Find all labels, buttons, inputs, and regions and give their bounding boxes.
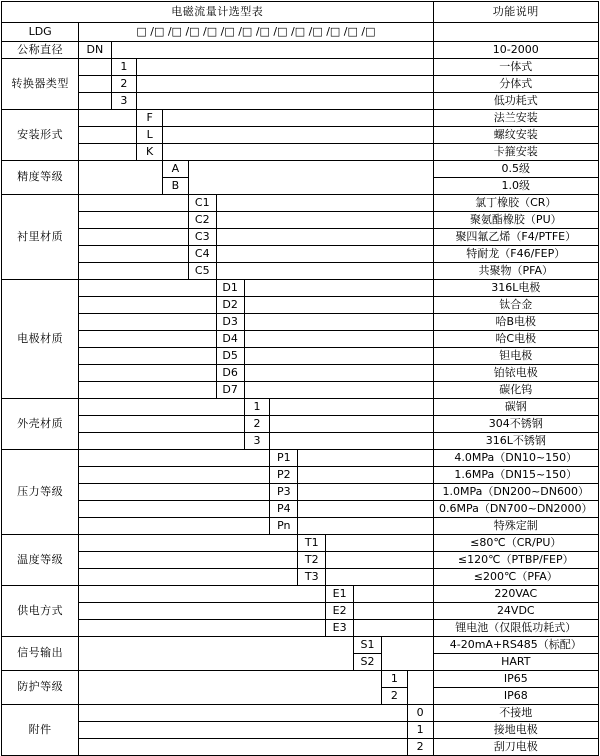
option-code[interactable]: 2 — [407, 739, 433, 756]
option-description: 220VAC — [433, 586, 598, 603]
option-description: IP65 — [433, 671, 598, 688]
category-label: 转换器类型 — [2, 59, 79, 110]
spacer-right — [216, 246, 433, 263]
spacer-left — [79, 314, 216, 331]
table-row — [2, 93, 599, 110]
table-row — [2, 229, 599, 246]
spacer-right — [244, 314, 433, 331]
option-description: 4.0MPa（DN10~150） — [433, 450, 598, 467]
option-code[interactable]: C3 — [188, 229, 216, 246]
spacer-right — [407, 688, 433, 705]
category-label: 附件 — [2, 705, 79, 756]
spacer-right — [137, 76, 433, 93]
spacer-left — [79, 518, 270, 535]
spacer-left — [79, 297, 216, 314]
spacer-right — [270, 433, 433, 450]
category-label: 温度等级 — [2, 535, 79, 586]
option-description: 304不锈钢 — [433, 416, 598, 433]
table-row — [2, 365, 599, 382]
option-description: 0.6MPa（DN700~DN2000） — [433, 501, 598, 518]
spacer-left — [79, 416, 244, 433]
spacer-right — [216, 263, 433, 280]
spacer-right — [407, 671, 433, 688]
model-code-row — [2, 23, 599, 42]
option-description: 螺纹安装 — [433, 127, 598, 144]
spacer-left — [79, 433, 244, 450]
option-description: ≤120℃（PTBP/FEP） — [433, 552, 598, 569]
table-row — [2, 484, 599, 501]
option-code[interactable]: P2 — [270, 467, 298, 484]
option-code[interactable]: 3 — [111, 93, 137, 110]
table-row — [2, 246, 599, 263]
option-code[interactable]: P3 — [270, 484, 298, 501]
option-description: 316L不锈钢 — [433, 433, 598, 450]
option-description: 哈B电极 — [433, 314, 598, 331]
category-label: 精度等级 — [2, 161, 79, 195]
table-row — [2, 263, 599, 280]
spacer-left — [79, 161, 163, 178]
selection-table-sheet — [0, 1, 600, 753]
model-desc-empty — [433, 23, 598, 42]
option-code[interactable]: C4 — [188, 246, 216, 263]
option-description: 哈C电极 — [433, 331, 598, 348]
table-row — [2, 722, 599, 739]
spacer-left — [79, 450, 270, 467]
option-code[interactable]: T3 — [298, 569, 326, 586]
spacer-right — [382, 637, 434, 654]
spacer-left — [79, 705, 407, 722]
spacer-left — [79, 654, 354, 671]
option-code[interactable]: T1 — [298, 535, 326, 552]
table-row — [2, 195, 599, 212]
option-code[interactable]: C1 — [188, 195, 216, 212]
selection-table-body — [2, 2, 599, 756]
spacer-right — [244, 382, 433, 399]
option-code[interactable]: 2 — [244, 416, 270, 433]
spacer-right — [298, 501, 433, 518]
option-description: 0.5级 — [433, 161, 598, 178]
table-row — [2, 416, 599, 433]
option-description: 不接地 — [433, 705, 598, 722]
spacer-left — [79, 552, 298, 569]
option-code[interactable]: 1 — [407, 722, 433, 739]
option-code[interactable]: P1 — [270, 450, 298, 467]
spacer-left — [79, 246, 189, 263]
option-code[interactable]: B — [163, 178, 189, 195]
option-description: 特耐龙（F46/FEP） — [433, 246, 598, 263]
option-code[interactable]: C2 — [188, 212, 216, 229]
spacer-left — [79, 144, 137, 161]
option-code[interactable]: C5 — [188, 263, 216, 280]
spacer-left — [79, 195, 189, 212]
code-box-placeholders: □ /□ /□ /□ /□ /□ /□ /□ /□ /□ /□ /□ /□ /□ — [79, 23, 433, 42]
table-row — [2, 144, 599, 161]
option-description: ≤200℃（PFA） — [433, 569, 598, 586]
option-description: 聚四氟乙烯（F4/PTFE） — [433, 229, 598, 246]
table-row — [2, 399, 599, 416]
title-row — [2, 2, 599, 23]
table-row — [2, 620, 599, 637]
option-code[interactable]: D5 — [216, 348, 244, 365]
option-description: 分体式 — [433, 76, 598, 93]
option-description: 4-20mA+RS485（标配） — [433, 637, 598, 654]
spacer-left — [79, 671, 382, 688]
table-row — [2, 297, 599, 314]
option-code[interactable]: F — [137, 110, 163, 127]
function-description-header: 功能说明 — [433, 2, 598, 23]
option-description: 一体式 — [433, 59, 598, 76]
spacer-right — [326, 569, 433, 586]
spacer-right — [298, 467, 433, 484]
table-row — [2, 76, 599, 93]
option-code[interactable]: E1 — [326, 586, 354, 603]
table-row — [2, 705, 599, 722]
spacer-right — [188, 178, 433, 195]
spacer-left — [79, 484, 270, 501]
spacer-left — [79, 382, 216, 399]
option-description: 锂电池（仅限低功耗式） — [433, 620, 598, 637]
spacer-left — [79, 467, 270, 484]
option-code[interactable]: DN — [79, 42, 111, 59]
table-row — [2, 161, 599, 178]
table-row — [2, 331, 599, 348]
option-description: 共聚物（PFA） — [433, 263, 598, 280]
spacer-right — [216, 229, 433, 246]
spacer-left — [79, 739, 407, 756]
option-code[interactable]: 1 — [111, 59, 137, 76]
option-description: HART — [433, 654, 598, 671]
table-row — [2, 603, 599, 620]
option-description: 法兰安装 — [433, 110, 598, 127]
spacer-right — [326, 552, 433, 569]
spacer-left — [79, 603, 326, 620]
option-description: 316L电极 — [433, 280, 598, 297]
spacer-left — [79, 178, 163, 195]
spacer-left — [79, 59, 111, 76]
table-row — [2, 535, 599, 552]
table-row — [2, 314, 599, 331]
table-row — [2, 433, 599, 450]
option-code[interactable]: E3 — [326, 620, 354, 637]
spacer-right — [216, 212, 433, 229]
category-label: 信号输出 — [2, 637, 79, 671]
table-row — [2, 127, 599, 144]
category-label: 电极材质 — [2, 280, 79, 399]
spacer-right — [298, 450, 433, 467]
option-code[interactable]: 0 — [407, 705, 433, 722]
spacer-right — [382, 654, 434, 671]
spacer-left — [79, 280, 216, 297]
table-row — [2, 42, 599, 59]
table-row — [2, 671, 599, 688]
spacer-left — [79, 76, 111, 93]
spacer-right — [163, 144, 434, 161]
spacer-left — [79, 263, 189, 280]
option-description: 钛合金 — [433, 297, 598, 314]
option-description: 钽电极 — [433, 348, 598, 365]
spacer-left — [79, 229, 189, 246]
table-row — [2, 467, 599, 484]
option-description: 10-2000 — [433, 42, 598, 59]
option-description: IP68 — [433, 688, 598, 705]
table-row — [2, 637, 599, 654]
spacer-right — [326, 535, 433, 552]
spacer-right — [270, 399, 433, 416]
spacer-right — [111, 42, 433, 59]
spacer-left — [79, 688, 382, 705]
option-code[interactable]: K — [137, 144, 163, 161]
spacer-left — [79, 586, 326, 603]
spacer-right — [137, 93, 433, 110]
table-row — [2, 382, 599, 399]
spacer-left — [79, 93, 111, 110]
table-row — [2, 518, 599, 535]
option-code[interactable]: D4 — [216, 331, 244, 348]
category-label: 压力等级 — [2, 450, 79, 535]
spacer-right — [216, 195, 433, 212]
option-description: 1.6MPa（DN15~150） — [433, 467, 598, 484]
spacer-right — [354, 586, 433, 603]
category-label: 供电方式 — [2, 586, 79, 637]
option-code[interactable]: L — [137, 127, 163, 144]
option-description: 1.0级 — [433, 178, 598, 195]
spacer-right — [354, 620, 433, 637]
option-code[interactable]: P4 — [270, 501, 298, 518]
option-code[interactable]: D2 — [216, 297, 244, 314]
spacer-right — [244, 348, 433, 365]
table-row — [2, 178, 599, 195]
spacer-left — [79, 110, 137, 127]
table-row — [2, 739, 599, 756]
spacer-right — [244, 331, 433, 348]
table-row — [2, 348, 599, 365]
option-description: 低功耗式 — [433, 93, 598, 110]
option-description: 24VDC — [433, 603, 598, 620]
option-code[interactable]: T2 — [298, 552, 326, 569]
option-code[interactable]: S2 — [354, 654, 382, 671]
table-row — [2, 280, 599, 297]
spacer-left — [79, 212, 189, 229]
spacer-left — [79, 399, 244, 416]
category-label: 外壳材质 — [2, 399, 79, 450]
table-row — [2, 59, 599, 76]
page-title: 电磁流量计选型表 — [2, 2, 434, 23]
option-code[interactable]: Pn — [270, 518, 298, 535]
spacer-right — [244, 297, 433, 314]
spacer-left — [79, 331, 216, 348]
option-description: 氯丁橡胶（CR） — [433, 195, 598, 212]
option-description: ≤80℃（CR/PU） — [433, 535, 598, 552]
spacer-left — [79, 569, 298, 586]
spacer-right — [137, 59, 433, 76]
table-row — [2, 586, 599, 603]
option-description: 特殊定制 — [433, 518, 598, 535]
category-label: 衬里材质 — [2, 195, 79, 280]
option-description: 碳钢 — [433, 399, 598, 416]
table-row — [2, 501, 599, 518]
selection-table — [1, 1, 599, 756]
spacer-right — [244, 280, 433, 297]
spacer-left — [79, 722, 407, 739]
spacer-right — [298, 518, 433, 535]
option-code[interactable]: D6 — [216, 365, 244, 382]
spacer-right — [163, 127, 434, 144]
spacer-left — [79, 365, 216, 382]
spacer-left — [79, 620, 326, 637]
spacer-right — [298, 484, 433, 501]
option-code[interactable]: D3 — [216, 314, 244, 331]
table-row — [2, 654, 599, 671]
option-description: 碳化钨 — [433, 382, 598, 399]
option-code[interactable]: 1 — [244, 399, 270, 416]
option-code[interactable]: A — [163, 161, 189, 178]
spacer-left — [79, 535, 298, 552]
table-row — [2, 552, 599, 569]
spacer-left — [79, 127, 137, 144]
table-row — [2, 450, 599, 467]
model-prefix: LDG — [2, 23, 79, 42]
spacer-right — [270, 416, 433, 433]
option-code[interactable]: 2 — [382, 688, 408, 705]
spacer-right — [354, 603, 433, 620]
option-code[interactable]: D7 — [216, 382, 244, 399]
spacer-left — [79, 501, 270, 518]
spacer-right — [163, 110, 434, 127]
table-row — [2, 110, 599, 127]
option-description: 接地电极 — [433, 722, 598, 739]
category-label: 安装形式 — [2, 110, 79, 161]
option-description: 刮刀电极 — [433, 739, 598, 756]
option-description: 聚氨酯橡胶（PU） — [433, 212, 598, 229]
table-row — [2, 569, 599, 586]
spacer-right — [244, 365, 433, 382]
category-label: 公称直径 — [2, 42, 79, 59]
table-row — [2, 212, 599, 229]
spacer-left — [79, 637, 354, 654]
option-code[interactable]: 2 — [111, 76, 137, 93]
option-code[interactable]: S1 — [354, 637, 382, 654]
option-code[interactable]: 1 — [382, 671, 408, 688]
table-row — [2, 688, 599, 705]
spacer-left — [79, 348, 216, 365]
option-code[interactable]: E2 — [326, 603, 354, 620]
option-code[interactable]: D1 — [216, 280, 244, 297]
category-label: 防护等级 — [2, 671, 79, 705]
option-code[interactable]: 3 — [244, 433, 270, 450]
option-description: 卡箍安装 — [433, 144, 598, 161]
spacer-right — [188, 161, 433, 178]
option-description: 铂铱电极 — [433, 365, 598, 382]
option-description: 1.0MPa（DN200~DN600） — [433, 484, 598, 501]
